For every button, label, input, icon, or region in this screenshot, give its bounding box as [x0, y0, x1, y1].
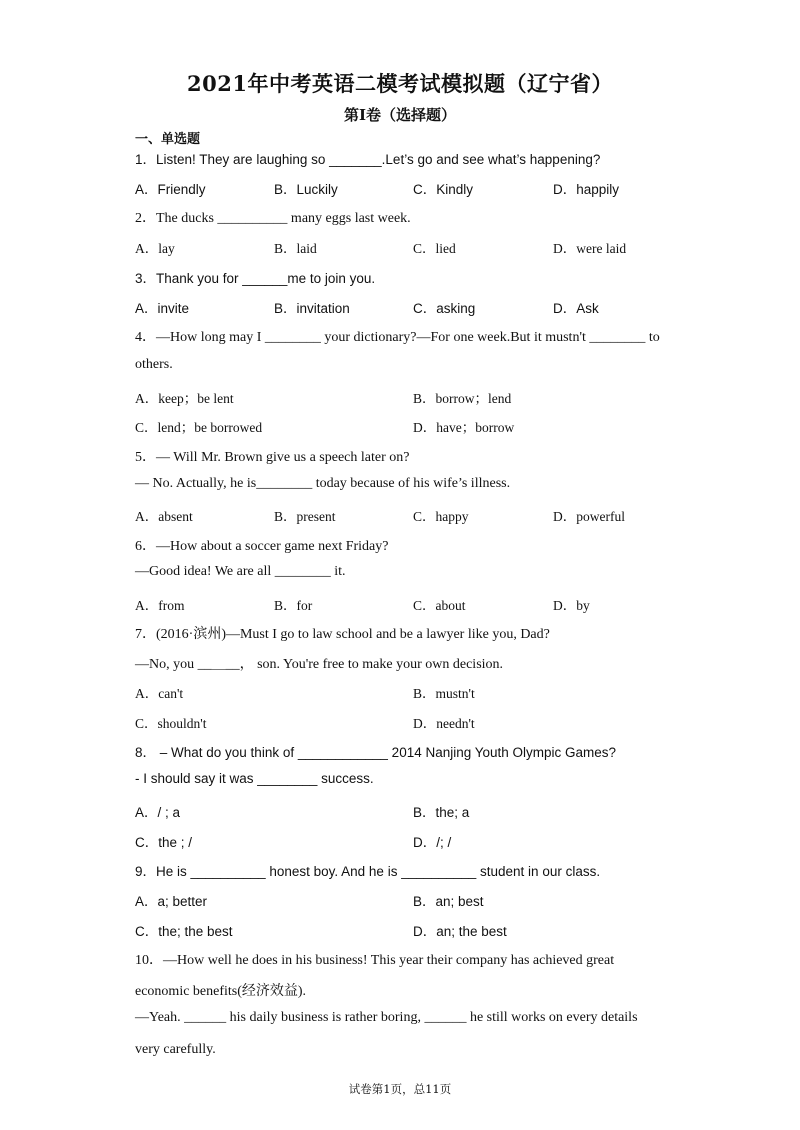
question-1-stem: 1．Listen! They are laughing so _______.Let’s go and see what’s happening?	[135, 152, 601, 167]
question-8-option-a: A．/ ; a	[135, 805, 181, 820]
question-2-option-b: B．laid	[274, 241, 317, 256]
question-3-stem: 3．Thank you for ______me to join you.	[135, 271, 376, 286]
question-6-option-b: B．for	[274, 598, 313, 613]
question-7-option-a: A．can't	[135, 686, 184, 701]
question-7-option-c: C．shouldn't	[135, 716, 207, 731]
question-7-option-b: B．mustn't	[413, 686, 475, 701]
question-7-stem-line-1: 7．(2016·滨州)—Must I go to law school and be a lawyer like you, Dad?	[135, 627, 550, 642]
question-6-option-d: D．by	[553, 598, 590, 613]
question-5-option-a: A．absent	[135, 509, 193, 524]
question-8-stem-line-1: 8． – What do you think of ____________ 2014 Nanjing Youth Olympic Games?	[135, 745, 617, 760]
question-6-stem-line-1: 6．—How about a soccer game next Friday?	[135, 539, 389, 554]
question-2-option-a: A．lay	[135, 241, 175, 256]
question-1-option-b: B．Luckily	[274, 182, 338, 197]
question-9-option-b: B．an; best	[413, 894, 484, 909]
question-8-option-b: B．the; a	[413, 805, 470, 820]
section-heading: 一、单选题	[135, 132, 201, 147]
question-3-option-c: C．asking	[413, 301, 476, 316]
question-6-option-c: C．about	[413, 598, 466, 613]
question-10-stem-line-4: very carefully.	[135, 1042, 216, 1057]
question-5-stem-line-1: 5．— Will Mr. Brown give us a speech later on?	[135, 450, 410, 465]
question-4-option-a: A．keep；be lent	[135, 391, 234, 406]
question-8-option-d: D．/; /	[413, 835, 452, 850]
question-5-option-b: B．present	[274, 509, 336, 524]
question-6-option-a: A．from	[135, 598, 185, 613]
question-8-stem-line-2: - I should say it was ________ success.	[135, 771, 374, 786]
question-2-stem: 2．The ducks __________ many eggs last week.	[135, 211, 411, 226]
question-2-option-d: D．were laid	[553, 241, 627, 256]
question-2-option-c: C．lied	[413, 241, 456, 256]
question-1-option-a: A．Friendly	[135, 182, 206, 197]
question-8-option-c: C．the ; /	[135, 835, 193, 850]
question-5-option-d: D．powerful	[553, 509, 625, 524]
question-10-stem-line-3: —Yeah. ______ his daily business is rather boring, ______ he still works on every details	[135, 1010, 638, 1025]
question-10-stem-line-2: economic benefits(经济效益).	[135, 984, 307, 999]
question-10-stem-line-1: 10．—How well he does in his business! This year their company has achieved great	[135, 953, 615, 968]
paper-part-title: 第I卷（选择题）	[343, 106, 457, 124]
question-3-option-a: A．invite	[135, 301, 190, 316]
page-footer: 试卷第1页，总11页	[348, 1082, 452, 1096]
question-4-option-b: B．borrow；lend	[413, 391, 512, 406]
exam-title: 2021年中考英语二模考试模拟题（辽宁省）	[187, 71, 613, 96]
question-1-option-d: D．happily	[553, 182, 620, 197]
question-4-option-d: D．have；borrow	[413, 420, 515, 435]
question-3-option-b: B．invitation	[274, 301, 350, 316]
question-9-option-a: A．a; better	[135, 894, 208, 909]
question-3-option-d: D．Ask	[553, 301, 599, 316]
question-9-option-d: D．an; the best	[413, 924, 507, 939]
question-7-stem-line-2: —No, you __＿__， son. You're free to make your own decision.	[135, 657, 504, 672]
question-5-option-c: C．happy	[413, 509, 469, 524]
question-9-stem: 9．He is __________ honest boy. And he is __________ student in our class.	[135, 864, 601, 879]
question-5-stem-line-2: — No. Actually, he is________ today because of his wife’s illness.	[135, 476, 511, 491]
question-4-stem-line-1: 4．—How long may I ________ your dictionary?—For one week.But it mustn't ________ to	[135, 330, 660, 345]
question-1-option-c: C．Kindly	[413, 182, 474, 197]
question-7-option-d: D．needn't	[413, 716, 475, 731]
question-4-stem-line-2: others.	[135, 357, 173, 372]
question-4-option-c: C．lend；be borrowed	[135, 420, 263, 435]
question-6-stem-line-2: —Good idea! We are all ________ it.	[135, 564, 346, 579]
question-9-option-c: C．the; the best	[135, 924, 233, 939]
